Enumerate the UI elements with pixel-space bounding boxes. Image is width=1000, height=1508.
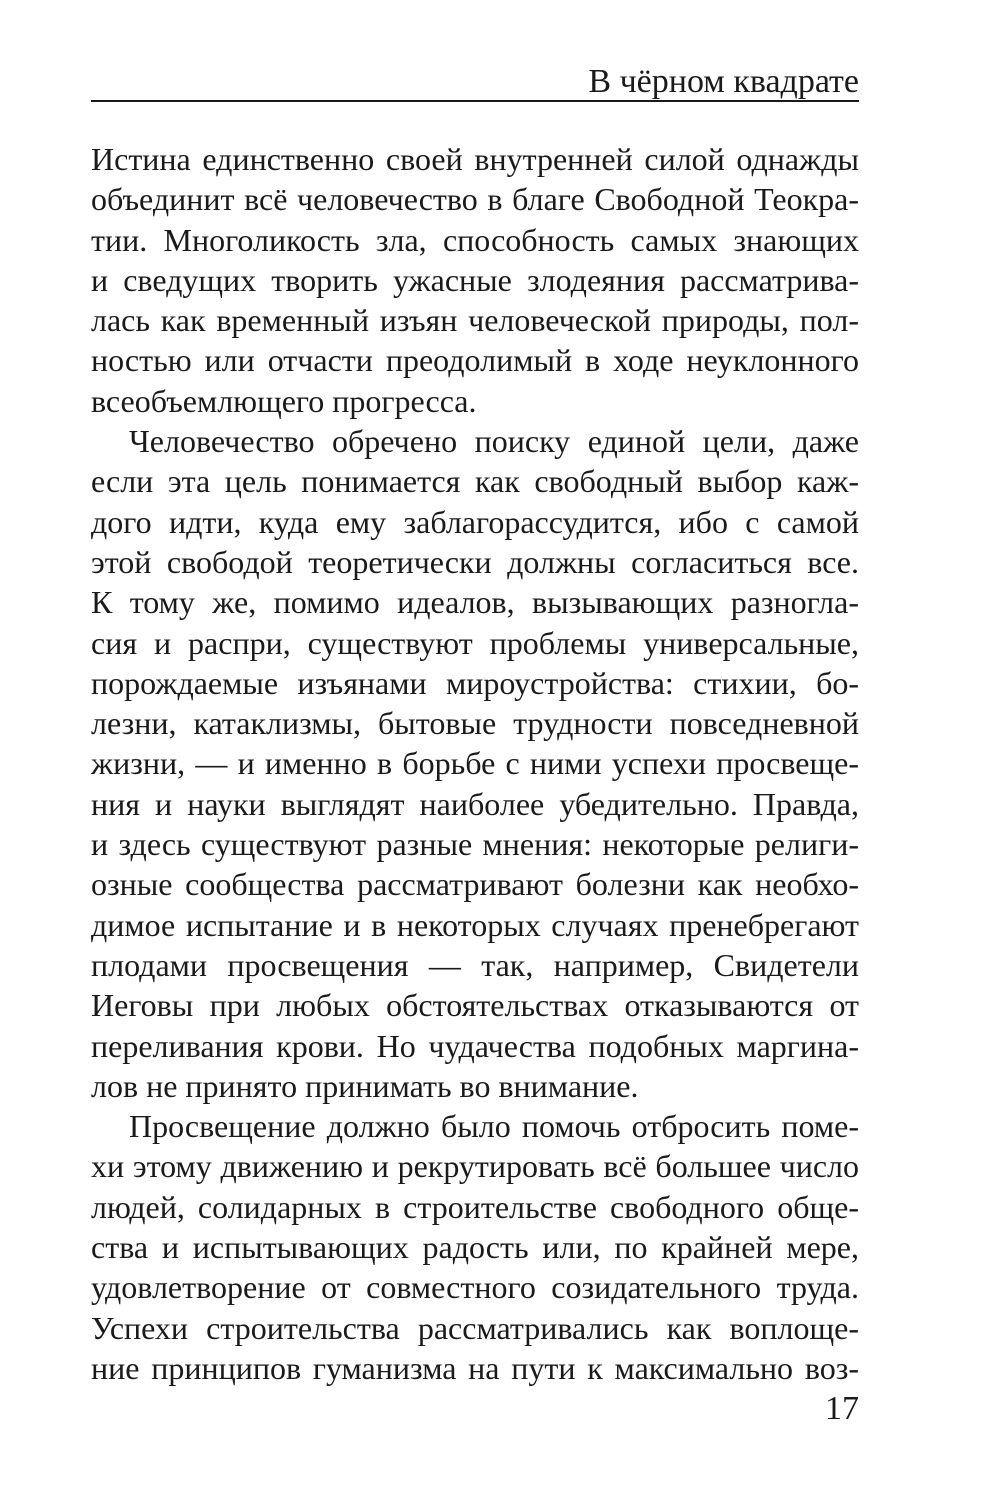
text-line: людей, солидарных в строительстве свободного обще- (91, 1188, 859, 1225)
text-line: жизни, — и именно в борьбе с ними успехи просвеще- (91, 745, 859, 782)
header-rule (91, 100, 859, 102)
page-number: 17 (825, 1390, 859, 1427)
text-line: ния и науки выглядят наиболее убедительно. Правда, (91, 785, 859, 822)
text-line: плодами просвещения — так, например, Свидетели (91, 946, 859, 983)
text-line: этой свободой теоретически должны согласиться все. (91, 543, 859, 580)
text-line: лезни, катаклизмы, бытовые трудности повседневной (91, 705, 859, 742)
text-line: димое испытание и в некоторых случаях пренебрегают (91, 906, 859, 943)
text-line: ние принципов гуманизма на пути к максимально воз- (91, 1349, 859, 1386)
book-page (91, 0, 859, 1508)
text-line: озные сообщества рассматривают болезни как необхо- (91, 866, 859, 903)
text-line: лась как временный изъян человеческой природы, пол- (91, 302, 859, 339)
text-line: дого идти, куда ему заблагорассудится, ибо с самой (91, 503, 859, 540)
text-line: лов не принято принимать во внимание. (91, 1067, 639, 1104)
text-line: порождаемые изъянами мироустройства: стихии, бо- (91, 664, 859, 701)
text-line: хи этому движению и рекрутировать всё большее число (91, 1148, 859, 1185)
text-line: всеобъемлющего прогресса. (91, 382, 477, 419)
text-line: сия и распри, существуют проблемы универсальные, (91, 624, 859, 661)
paragraph (91, 139, 859, 421)
text-line: удовлетворение от совместного созидательного труда. (91, 1269, 859, 1306)
text-line: Человечество обречено поиску единой цели, даже (129, 423, 859, 460)
text-line: и сведущих творить ужасные злодеяния рассматрива- (91, 261, 859, 298)
paragraph (91, 1106, 859, 1388)
text-line: Истина единственно своей внутренней силой однажды (91, 141, 859, 177)
text-line: Успехи строительства рассматривались как воплоще- (91, 1309, 859, 1346)
text-line: тии. Многоликость зла, способность самых знающих (91, 221, 859, 258)
text-line: К тому же, помимо идеалов, вызывающих разногла- (91, 584, 859, 621)
text-line: и здесь существуют разные мнения: некоторые религи- (91, 826, 859, 863)
text-line: ностью или отчасти преодолимый в ходе неуклонного (91, 342, 859, 379)
body-text (91, 139, 859, 1388)
text-line: Просвещение должно было помочь отбросить поме- (129, 1108, 859, 1145)
text-line: объединит всё человечество в благе Свободной Теокра- (91, 181, 859, 218)
text-line: переливания крови. Но чудачества подобных маргина- (91, 1027, 859, 1064)
text-line: если эта цель понимается как свободный выбор каж- (91, 463, 859, 500)
text-line: ства и испытывающих радость или, по крайней мере, (91, 1229, 859, 1266)
text-line: Иеговы при любых обстоятельствах отказываются от (91, 987, 859, 1024)
paragraph (91, 421, 859, 1106)
running-head: В чёрном квадрате (588, 63, 859, 100)
